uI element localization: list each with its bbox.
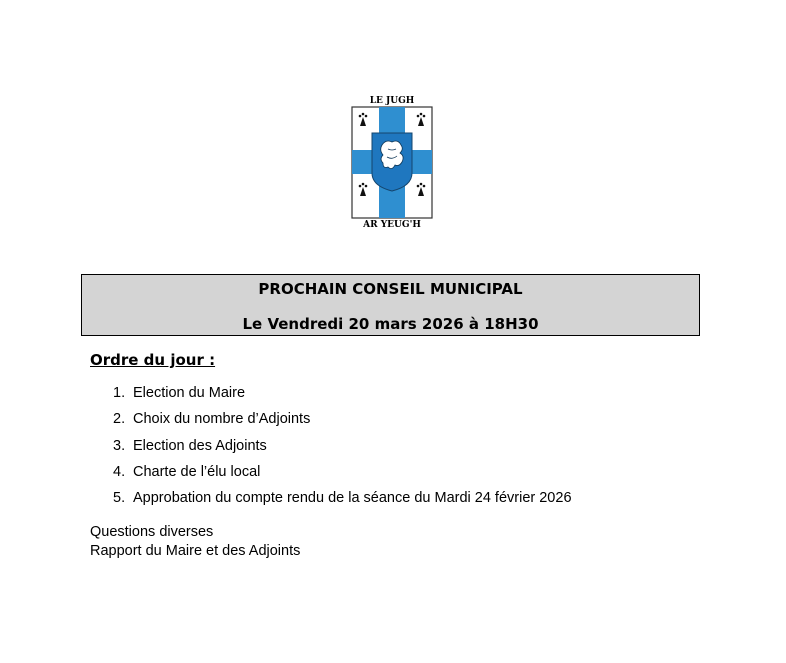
rapport-maire: Rapport du Maire et des Adjoints <box>90 543 301 559</box>
logo-bottom-text: AR YEUG'H <box>363 220 421 230</box>
agenda-item-text: Charte de l’élu local <box>133 463 261 480</box>
municipal-coat-of-arms <box>348 93 436 231</box>
logo-top-text: LE JUGH <box>369 96 415 106</box>
agenda-list <box>113 384 572 515</box>
agenda-item <box>113 384 572 410</box>
meeting-banner <box>81 274 700 336</box>
agenda-item-text: Choix du nombre d’Adjoints <box>133 411 311 428</box>
agenda-item <box>113 463 572 489</box>
questions-diverses: Questions diverses <box>90 524 214 540</box>
banner-title: PROCHAIN CONSEIL MUNICIPAL <box>258 280 523 298</box>
agenda-title: Ordre du jour : <box>90 351 216 369</box>
agenda-item-number: 3. <box>113 437 126 454</box>
agenda-item-text: Approbation du compte rendu de la séance du Mardi 24 février 2026 <box>133 490 572 507</box>
agenda-item <box>113 410 572 436</box>
agenda-item-number: 4. <box>113 463 126 480</box>
agenda-item <box>113 489 572 515</box>
agenda-item-number: 1. <box>113 385 126 401</box>
coat-of-arms-icon <box>348 93 436 231</box>
banner-date: Le Vendredi 20 mars 2026 à 18H30 <box>242 315 539 333</box>
agenda-item-number: 2. <box>113 411 126 428</box>
agenda-item-text: Election des Adjoints <box>133 437 267 454</box>
agenda-item <box>113 437 572 463</box>
agenda-item-text: Election du Maire <box>133 385 246 401</box>
agenda-item-number: 5. <box>113 490 126 507</box>
